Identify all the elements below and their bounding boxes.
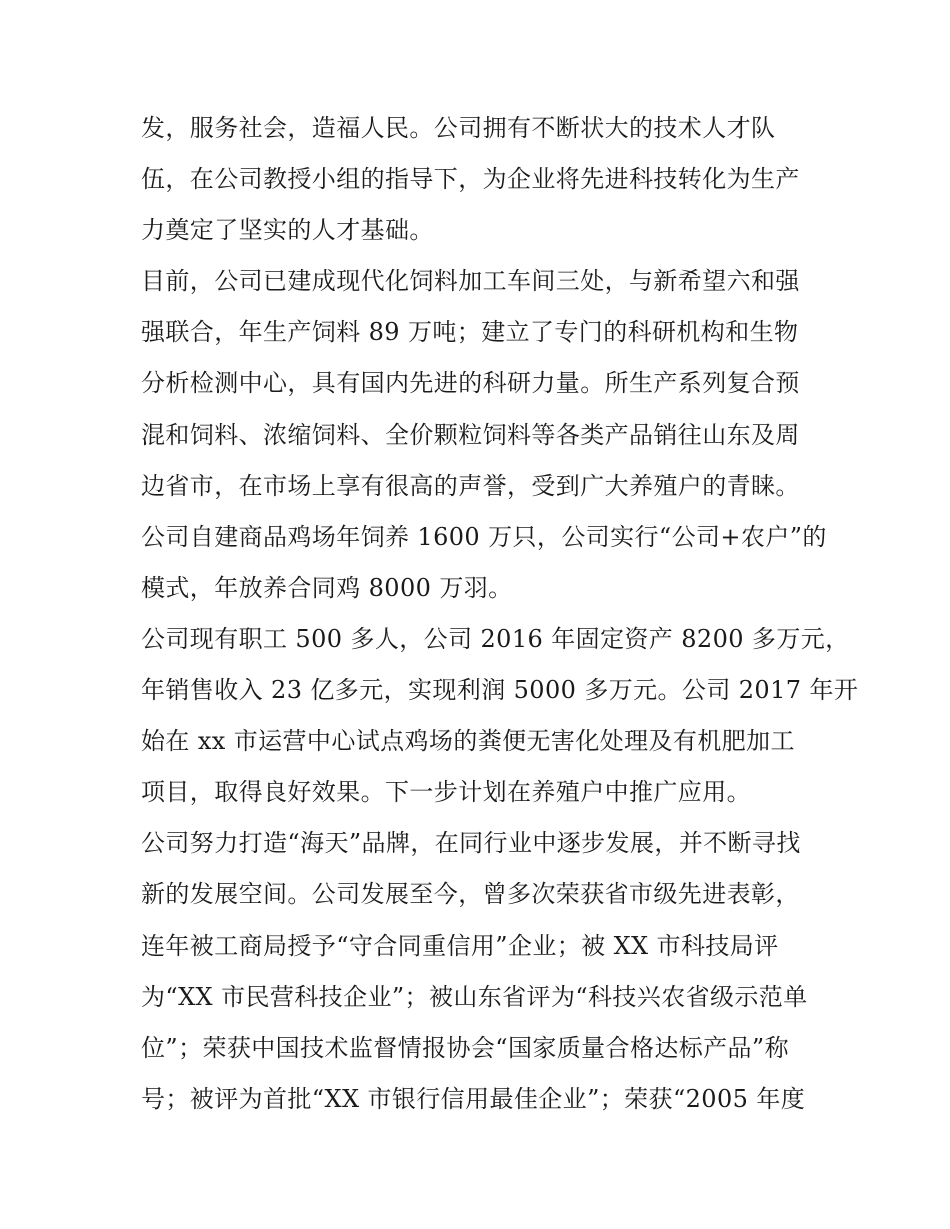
text-line: 年销售收入 23 亿多元，实现利润 5000 多万元。公司 2017 年开 bbox=[141, 676, 859, 705]
text-line: 始在 xx 市运营中心试点鸡场的粪便无害化处理及有机肥加工 bbox=[141, 727, 795, 756]
text-line: 连年被工商局授予“守合同重信用”企业；被 XX 市科技局评 bbox=[141, 931, 779, 960]
body-text bbox=[141, 103, 859, 1125]
text-line: 新的发展空间。公司发展至今，曾多次荣获省市级先进表彰， bbox=[141, 880, 800, 909]
text-line: 强联合，年生产饲料 89 万吨；建立了专门的科研机构和生物 bbox=[141, 318, 799, 347]
text-line: 分析检测中心，具有国内先进的科研力量。所生产系列复合预 bbox=[141, 369, 800, 398]
text-line: 项目，取得良好效果。下一步计划在养殖户中推广应用。 bbox=[141, 778, 751, 807]
text-line: 公司自建商品鸡场年饲养 1600 万只，公司实行“公司+农户”的 bbox=[141, 522, 827, 551]
text-line: 公司努力打造“海天”品牌，在同行业中逐步发展，并不断寻找 bbox=[141, 829, 801, 858]
text-line: 力奠定了坚实的人才基础。 bbox=[141, 216, 434, 245]
text-line: 发，服务社会，造福人民。公司拥有不断状大的技术人才队 bbox=[141, 114, 776, 142]
text-line: 混和饲料、浓缩饲料、全价颗粒饲料等各类产品销往山东及周 bbox=[141, 420, 800, 449]
text-line: 边省市，在市场上享有很高的声誉，受到广大养殖户的青睐。 bbox=[141, 471, 800, 500]
text-line: 为“XX 市民营科技企业”；被山东省评为“科技兴农省级示范单 bbox=[141, 982, 808, 1011]
text-line: 公司现有职工 500 多人，公司 2016 年固定资产 8200 多万元， bbox=[141, 624, 850, 653]
text-line: 目前，公司已建成现代化饲料加工车间三处，与新希望六和强 bbox=[141, 267, 800, 296]
text-line: 伍，在公司教授小组的指导下，为企业将先进科技转化为生产 bbox=[141, 165, 800, 194]
text-line: 号；被评为首批“XX 市银行信用最佳企业”；荣获“2005 年度 bbox=[141, 1084, 806, 1113]
text-line: 模式，年放养合同鸡 8000 万羽。 bbox=[141, 573, 513, 602]
text-line: 位”；荣获中国技术监督情报协会“国家质量合格达标产品”称 bbox=[141, 1033, 790, 1062]
